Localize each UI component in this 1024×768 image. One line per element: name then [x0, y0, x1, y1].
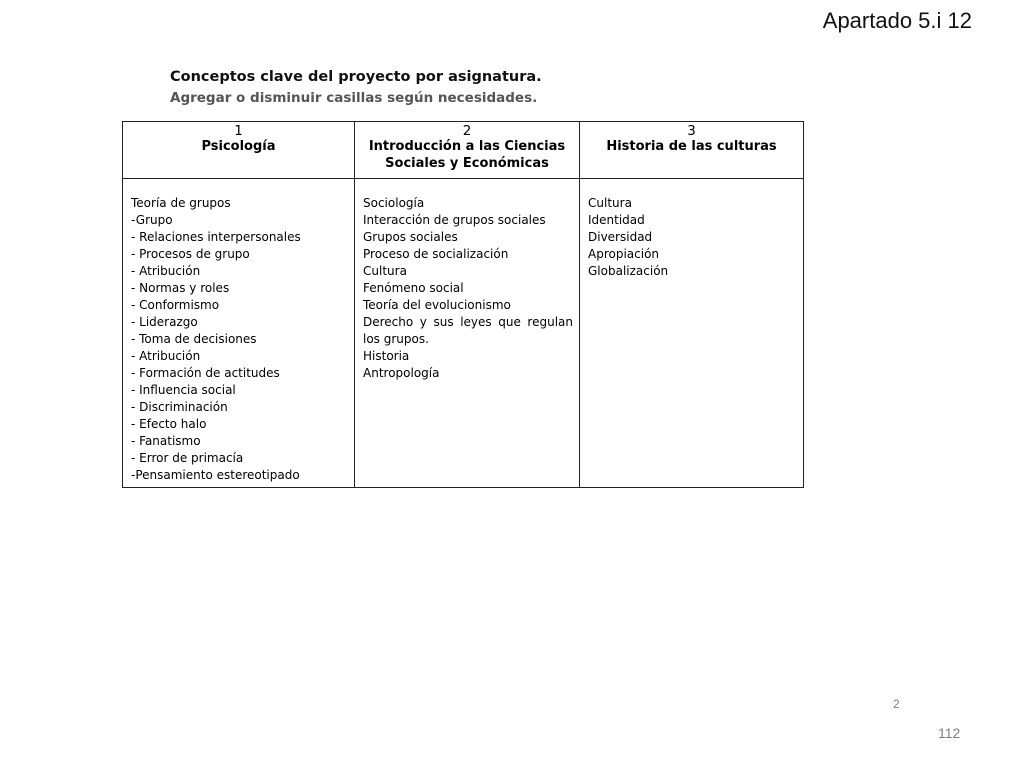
column-header-historia	[580, 122, 804, 179]
column-number: 1	[234, 123, 243, 139]
table-row	[123, 179, 804, 488]
page-number: 112	[938, 725, 961, 741]
list-item: - Efecto halo	[131, 417, 207, 431]
concepts-cell-historia	[580, 179, 804, 488]
list-item: Derecho y sus leyes que regulan los grupos.	[363, 315, 573, 346]
list-item: Fenómeno social	[363, 281, 464, 295]
list-item: - Relaciones interpersonales	[131, 230, 301, 244]
list-item: Sociología	[363, 196, 425, 210]
list-item: Identidad	[588, 213, 645, 227]
list-item: - Influencia social	[131, 383, 236, 397]
list-item: - Procesos de grupo	[131, 247, 250, 261]
table-header-row	[123, 122, 804, 179]
list-item: Grupos sociales	[363, 230, 458, 244]
list-item: - Formación de actitudes	[131, 366, 280, 380]
list-item: Cultura	[588, 196, 632, 210]
list-item: Historia	[363, 349, 410, 363]
list-item: - Atribución	[131, 349, 201, 363]
list-item: - Conformismo	[131, 298, 220, 312]
list-item: - Liderazgo	[131, 315, 198, 329]
list-item: Antropología	[363, 366, 440, 380]
column-header-ciencias-sociales	[355, 122, 580, 179]
column-number: 3	[687, 123, 696, 139]
column-title: Psicología	[201, 139, 276, 154]
concepts-table	[122, 121, 804, 488]
document-title: Conceptos clave del proyecto por asignatura.	[170, 69, 542, 85]
column-header-psicologia	[123, 122, 355, 179]
document-subtitle: Agregar o disminuir casillas según necesidades.	[170, 90, 538, 106]
list-item: - Fanatismo	[131, 434, 201, 448]
list-item: - Toma de decisiones	[131, 332, 257, 346]
list-item: Proceso de socialización	[363, 247, 509, 261]
slide-header: Apartado 5.i 12	[822, 8, 972, 33]
column-title: Introducción a las Ciencias Sociales y Económicas	[368, 139, 566, 171]
column-number: 2	[462, 123, 472, 139]
small-number: 2	[893, 697, 900, 711]
list-item: Teoría de grupos	[131, 196, 231, 210]
document-image	[122, 66, 804, 488]
list-item: - Discriminación	[131, 400, 228, 414]
list-item: - Normas y roles	[131, 281, 230, 295]
concepts-cell-ciencias-sociales	[355, 179, 580, 488]
list-item: - Atribución	[131, 264, 201, 278]
list-item: Apropiación	[588, 247, 660, 261]
list-item: Interacción de grupos sociales	[363, 213, 546, 227]
column-title: Historia de las culturas	[606, 139, 777, 154]
list-item: Diversidad	[588, 230, 653, 244]
list-item: Cultura	[363, 264, 407, 278]
list-item: Globalización	[588, 264, 669, 278]
list-item: -Pensamiento estereotipado	[131, 468, 300, 482]
list-item: -Grupo	[131, 213, 173, 227]
list-item: - Error de primacía	[131, 451, 244, 465]
list-item: Teoría del evolucionismo	[363, 298, 511, 312]
concepts-cell-psicologia	[123, 179, 355, 488]
